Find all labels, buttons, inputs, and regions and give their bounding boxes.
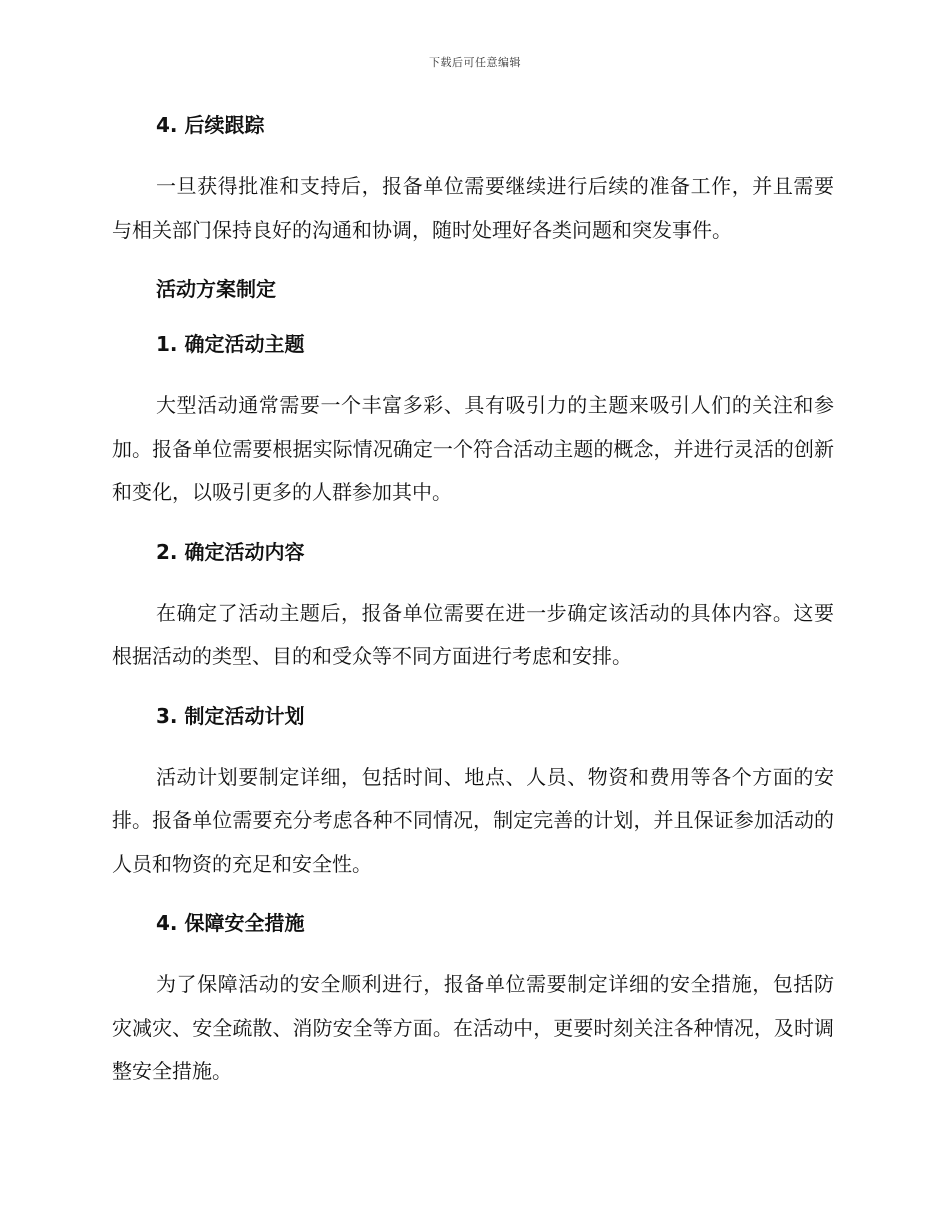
section-heading-safety: 4. 保障安全措施 [156, 911, 305, 935]
section-heading-content: 2. 确定活动内容 [156, 539, 305, 564]
section-heading-plan: 活动方案制定 [156, 277, 276, 301]
section-paragraph-content: 在确定了活动主题后，报备单位需要在进一步确定该活动的具体内容。这要根据活动的类型、目的和受众等不同方面进行考虑和安排。 [112, 600, 834, 668]
section-paragraph-followup: 一旦获得批准和支持后，报备单位需要继续进行后续的准备工作，并且需要与相关部门保持良好的沟通和协调，随时处理好各类问题和突发事件。 [112, 174, 834, 242]
section-paragraph-schedule: 活动计划要制定详细，包括时间、地点、人员、物资和费用等各个方面的安排。报备单位需要充分考虑各种不同情况，制定完善的计划，并且保证参加活动的人员和物资的充足和安全性。 [112, 764, 834, 876]
section-paragraph-safety: 为了保障活动的安全顺利进行，报备单位需要制定详细的安全措施，包括防灾减灾、安全疏散、消防安全等方面。在活动中，更要时刻关注各种情况，及时调整安全措施。 [112, 972, 834, 1083]
document-body [112, 110, 834, 1094]
section-paragraph-theme: 大型活动通常需要一个丰富多彩、具有吸引力的主题来吸引人们的关注和参加。报备单位需要根据实际情况确定一个符合活动主题的概念，并进行灵活的创新和变化，以吸引更多的人群参加其中。 [112, 393, 834, 504]
section-heading-theme: 1. 确定活动主题 [156, 332, 305, 356]
header-note: 下载后可任意编辑 [429, 56, 521, 69]
section-heading-schedule: 3. 制定活动计划 [156, 703, 305, 728]
section-heading-followup: 4. 后续跟踪 [156, 113, 265, 137]
